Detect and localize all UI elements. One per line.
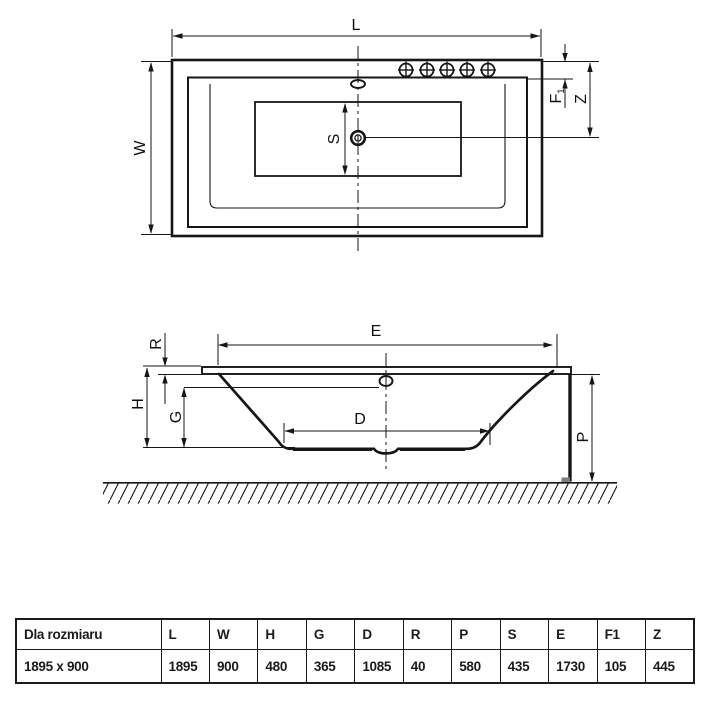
- dimension-D: [284, 411, 490, 445]
- dimension-W: [132, 62, 171, 235]
- tub-outer-rim: [172, 60, 542, 236]
- dimension-table: [15, 618, 695, 684]
- table-header-cell: W: [209, 619, 257, 650]
- label-L: L: [351, 17, 361, 34]
- dimension-F1: [528, 44, 573, 108]
- table-cell: 40: [403, 650, 451, 684]
- label-G: G: [168, 410, 185, 424]
- table-value-row: [16, 650, 694, 684]
- table-cell: 365: [306, 650, 354, 684]
- table-cell: 480: [258, 650, 306, 684]
- table-header-cell: G: [306, 619, 354, 650]
- table-header-cell: S: [500, 619, 548, 650]
- jet-icon: [419, 62, 435, 79]
- label-Z: Z: [573, 94, 590, 104]
- dimension-S: [326, 103, 348, 175]
- table-cell: 105: [597, 650, 645, 684]
- table-header-row: [16, 619, 694, 650]
- table-header-cell: L: [161, 619, 209, 650]
- table-cell: 445: [646, 650, 694, 684]
- jets-group: [398, 62, 496, 79]
- ground-hatching: [103, 484, 617, 504]
- dimension-H: [130, 368, 150, 448]
- dimension-P: [572, 375, 600, 483]
- ground: [103, 483, 617, 504]
- table-cell: 1730: [549, 650, 597, 684]
- table-cell: 435: [500, 650, 548, 684]
- jet-icon: [398, 62, 414, 79]
- label-F1: F1: [548, 88, 567, 104]
- table-cell: 900: [209, 650, 257, 684]
- table-header-cell: P: [452, 619, 500, 650]
- label-P: P: [575, 431, 592, 443]
- label-W: W: [132, 140, 149, 156]
- label-H: H: [130, 398, 147, 410]
- table-cell: 1895 x 900: [16, 650, 161, 684]
- table-cell: 1895: [161, 650, 209, 684]
- table-header-cell: E: [549, 619, 597, 650]
- table-header-cell: F1: [597, 619, 645, 650]
- jet-icon: [439, 62, 455, 79]
- jet-icon: [459, 62, 475, 79]
- table-header-cell: D: [355, 619, 403, 650]
- table-header-cell: Z: [646, 619, 694, 650]
- table-header-cell: H: [258, 619, 306, 650]
- table-header-cell: R: [403, 619, 451, 650]
- side-view: [103, 323, 617, 504]
- dimension-E: [218, 323, 557, 366]
- label-S: S: [326, 133, 343, 145]
- table-cell: 1085: [355, 650, 403, 684]
- dimension-R: [148, 333, 168, 404]
- table-cell: 580: [452, 650, 500, 684]
- jet-icon: [480, 62, 496, 79]
- support-leg: [562, 374, 571, 482]
- top-view: [132, 17, 599, 252]
- label-D: D: [354, 411, 366, 428]
- dimension-L: [172, 17, 541, 57]
- dimension-G: [168, 388, 379, 448]
- table-header-cell: Dla rozmiaru: [16, 619, 161, 650]
- label-R: R: [148, 338, 165, 350]
- label-E: E: [370, 323, 382, 340]
